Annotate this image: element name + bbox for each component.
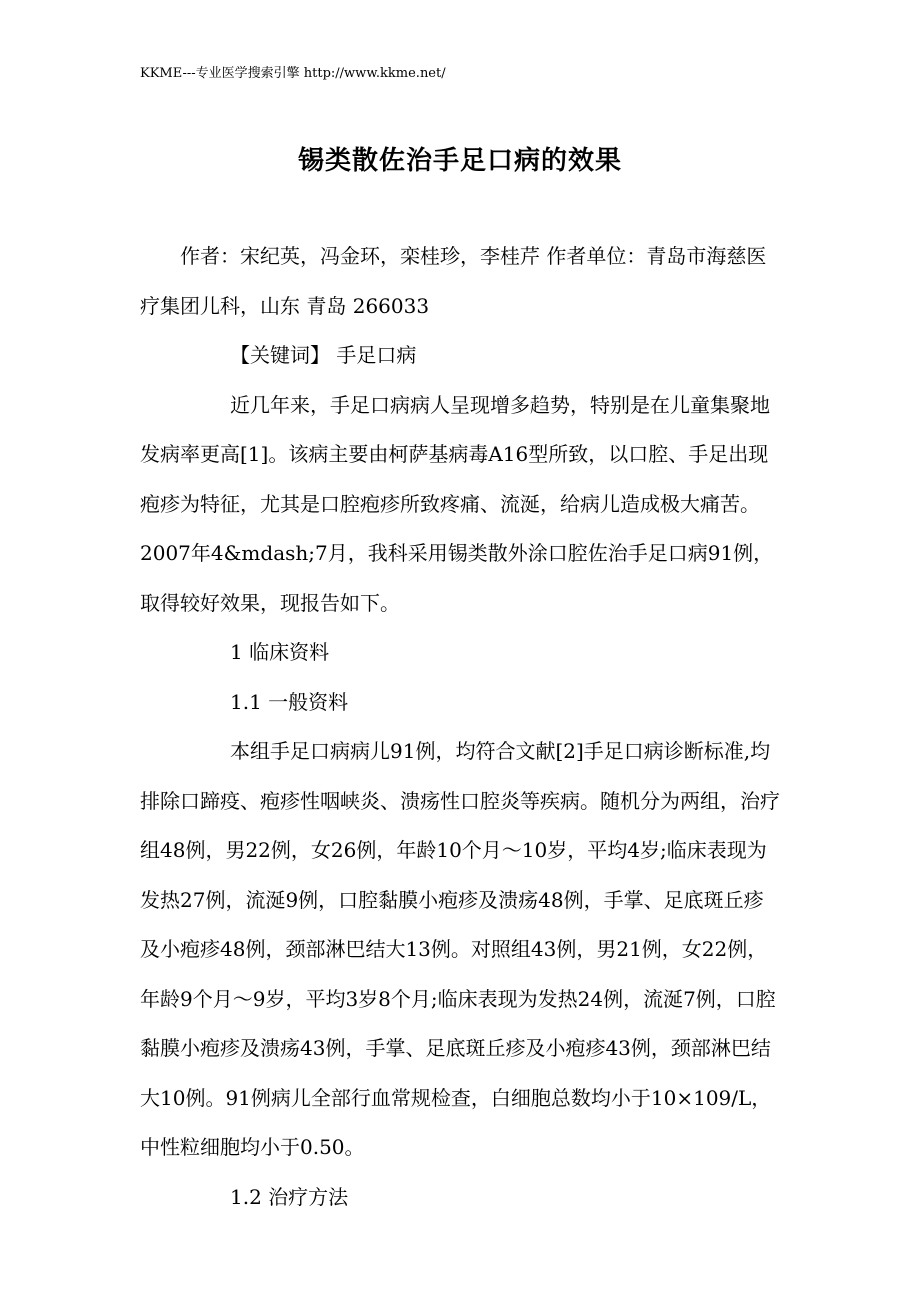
section-heading-1-2: 1.2 治疗方法	[230, 1184, 349, 1209]
keywords: 【关键词】 手足口病	[230, 343, 417, 367]
section-heading-1: 1 临床资料	[230, 640, 330, 664]
general-info-paragraph: 本组手足口病病儿91例，均符合文献[2]手足口病诊断标准,均排除口蹄疫、疱疹性咽峡炎、溃疡性口腔炎等疾病。随机分为两组，治疗组48例，男22例，女26例，年龄10个月～10岁，平均4岁;临床表现为发热27例，流涎9例，口腔黏膜小疱疹及溃疡48例，手掌、足底斑丘疹及小疱疹48例，颈部淋巴结大13例。对照组43例，男21例，女22例，年龄9个月～9岁，平均3岁8个月;临床表现为发热24例，流涎7例，口腔黏膜小疱疹及溃疡43例，手掌、足底斑丘疹及小疱疹43例，颈部淋巴结大10例。91例病儿全部行血常规检查，白细胞总数均小于10×109/L，中性粒细胞均小于0.50。	[140, 739, 780, 1159]
article-body	[140, 232, 780, 1222]
article-title: 锡类散佐治手足口病的效果	[297, 146, 622, 176]
author-info: 作者：宋纪英，冯金环，栾桂珍，李桂芹 作者单位：青岛市海慈医疗集团儿科，山东 青岛 266033	[140, 244, 767, 318]
site-header[interactable]: KKME---专业医学搜索引擎 http://www.kkme.net/	[140, 66, 446, 81]
intro-paragraph: 近几年来，手足口病病人呈现增多趋势，特别是在儿童集聚地发病率更高[1]。该病主要由柯萨基病毒A16型所致，以口腔、手足出现疱疹为特征，尤其是口腔疱疹所致疼痛、流涎，给病儿造成极大痛苦。2007年4&mdash;7月，我科采用锡类散外涂口腔佐治手足口病91例，取得较好效果，现报告如下。	[140, 392, 774, 615]
section-heading-1-1: 1.1 一般资料	[230, 689, 349, 714]
